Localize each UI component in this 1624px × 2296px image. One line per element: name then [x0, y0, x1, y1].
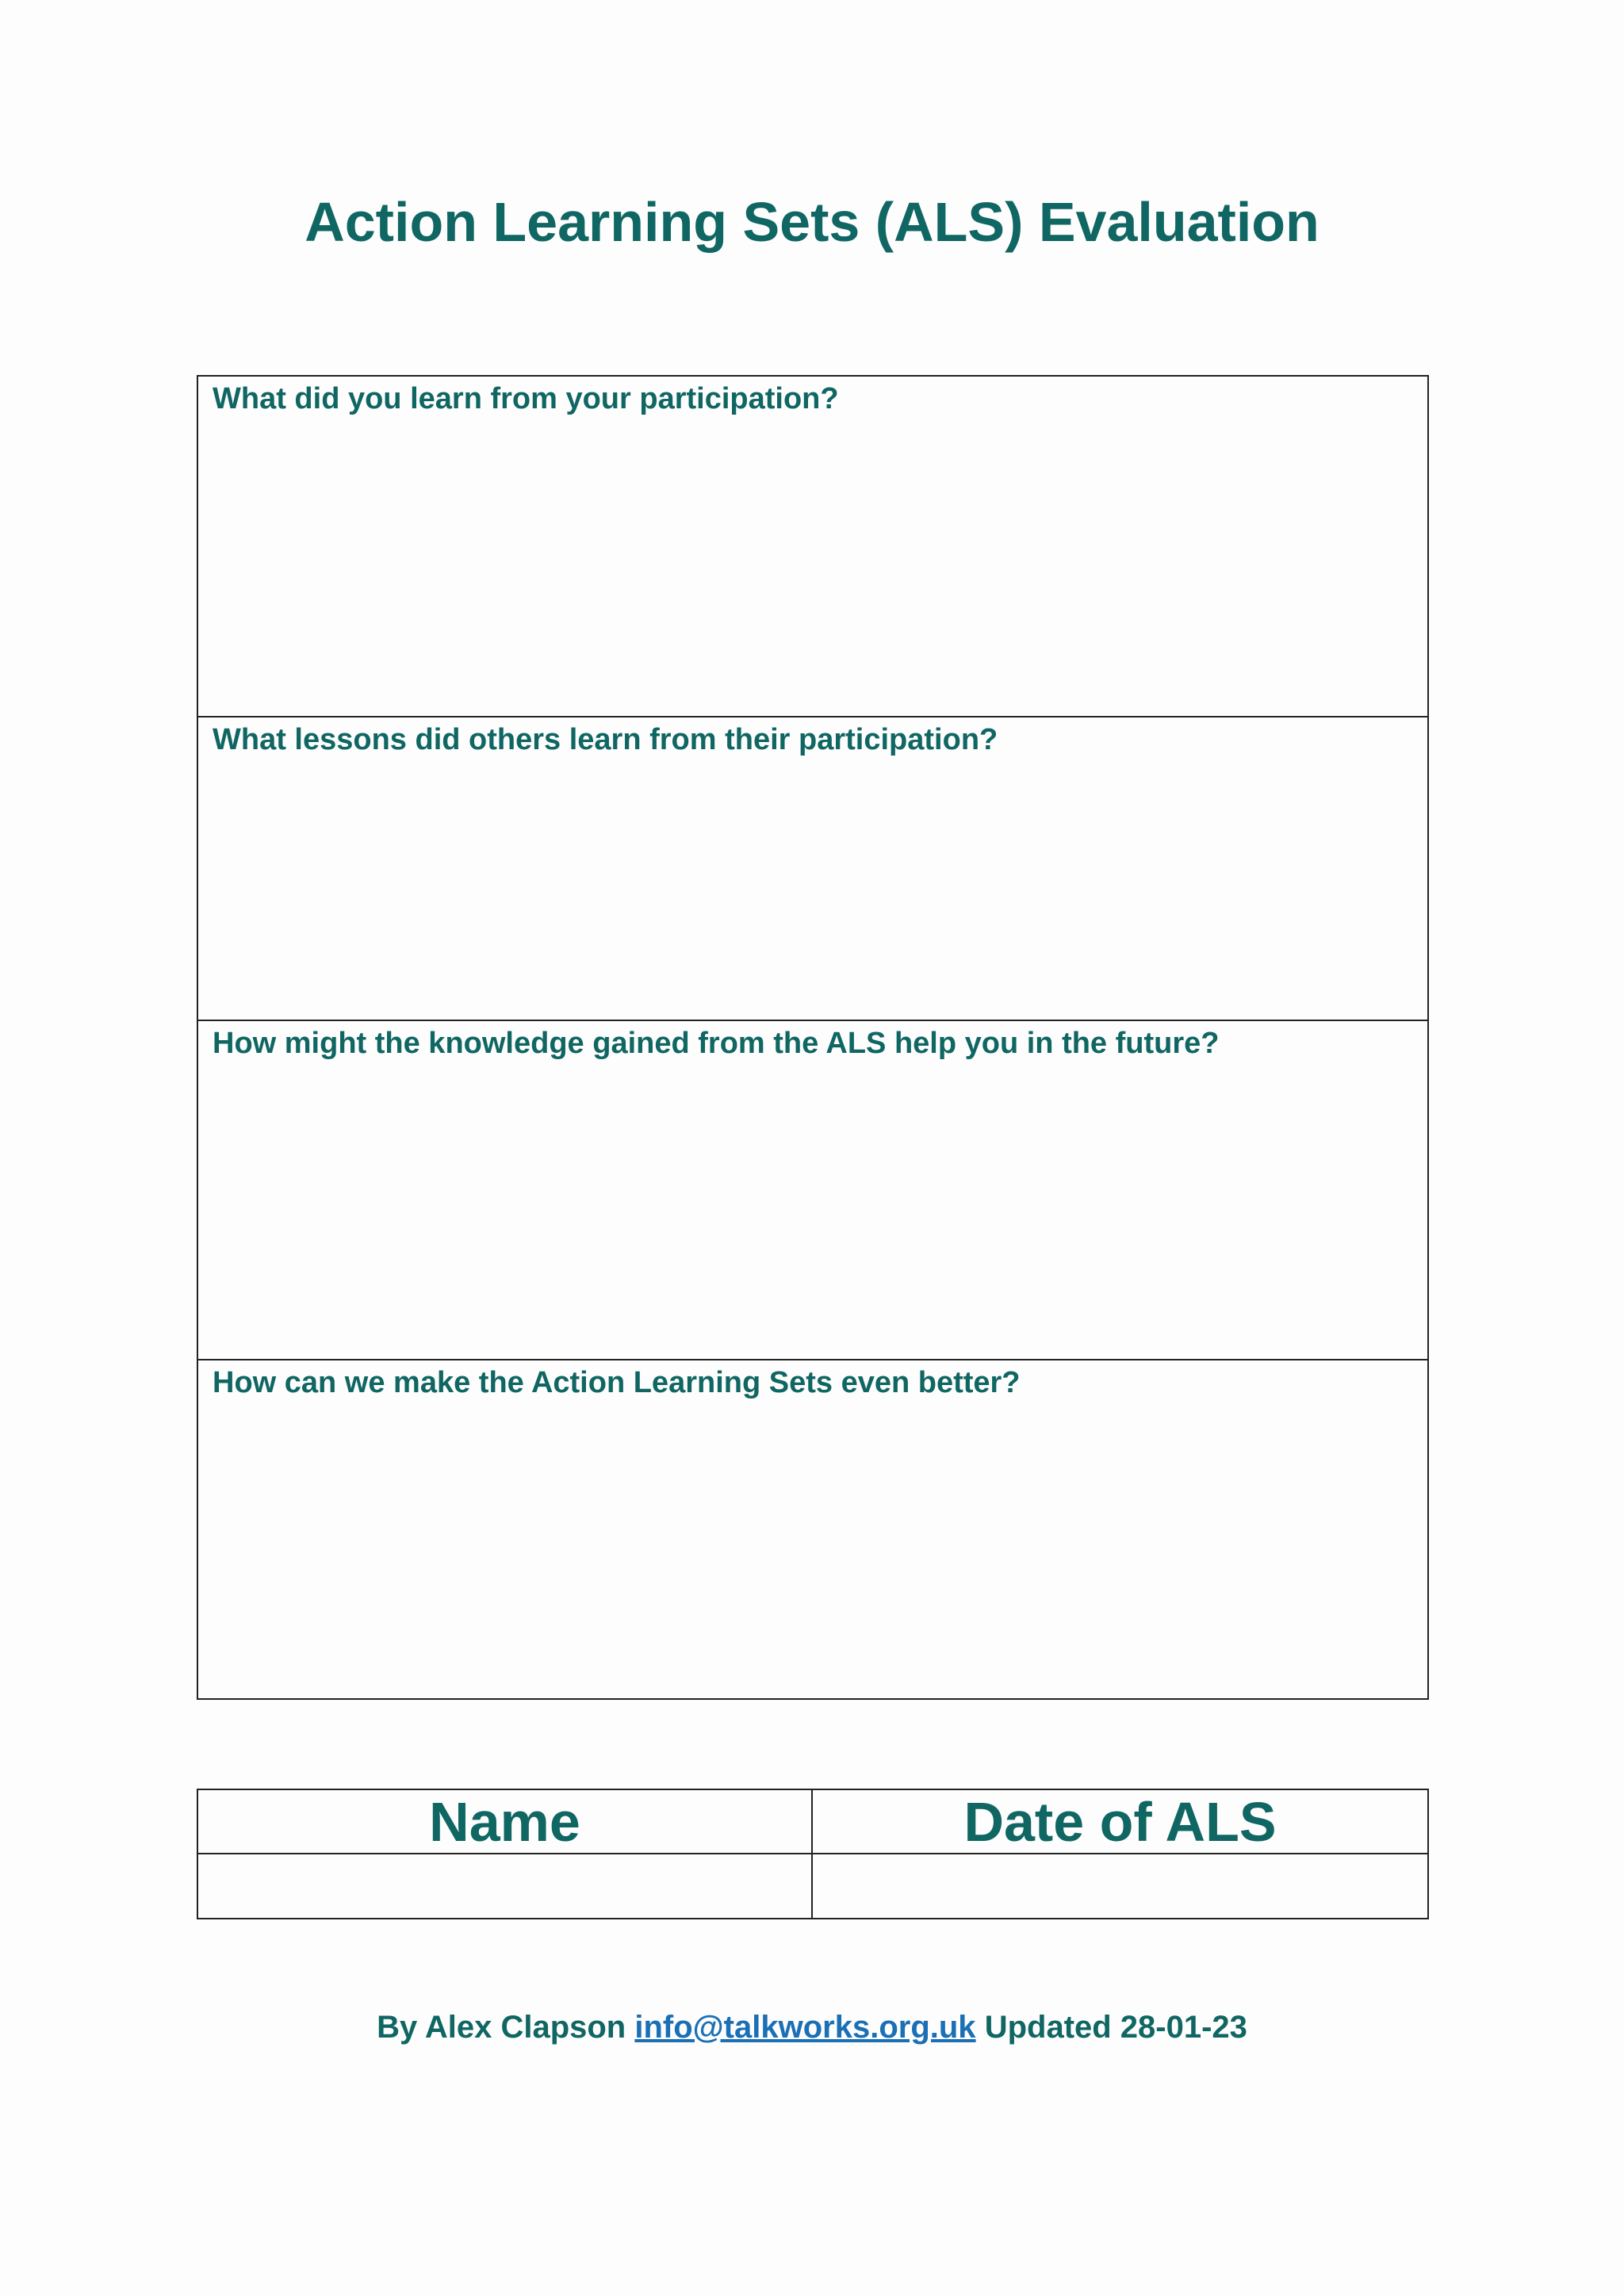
page-title: Action Learning Sets (ALS) Evaluation [304, 191, 1320, 253]
footer-author: By Alex Clapson [377, 2010, 626, 2045]
date-field[interactable] [813, 1854, 1427, 1918]
question-box-3[interactable] [198, 1020, 1427, 1359]
question-label-3: How might the knowledge gained from the ALS help you in the future? [213, 1027, 1220, 1060]
question-box-4[interactable] [198, 1359, 1427, 1698]
questions-table [197, 375, 1429, 1700]
footer-email-link[interactable]: info@talkworks.org.uk [634, 2010, 976, 2045]
question-label-1: What did you learn from your participation? [213, 382, 839, 415]
question-label-4: How can we make the Action Learning Sets even better? [213, 1366, 1021, 1399]
question-box-2[interactable] [198, 716, 1427, 1020]
name-header: Name [198, 1790, 813, 1854]
question-box-1[interactable] [198, 377, 1427, 718]
date-header: Date of ALS [813, 1790, 1427, 1854]
question-label-2: What lessons did others learn from their participation? [213, 723, 998, 756]
name-date-table [197, 1789, 1429, 1919]
footer [0, 2008, 1624, 2046]
footer-updated: Updated 28-01-23 [984, 2010, 1247, 2045]
name-field[interactable] [198, 1854, 813, 1918]
